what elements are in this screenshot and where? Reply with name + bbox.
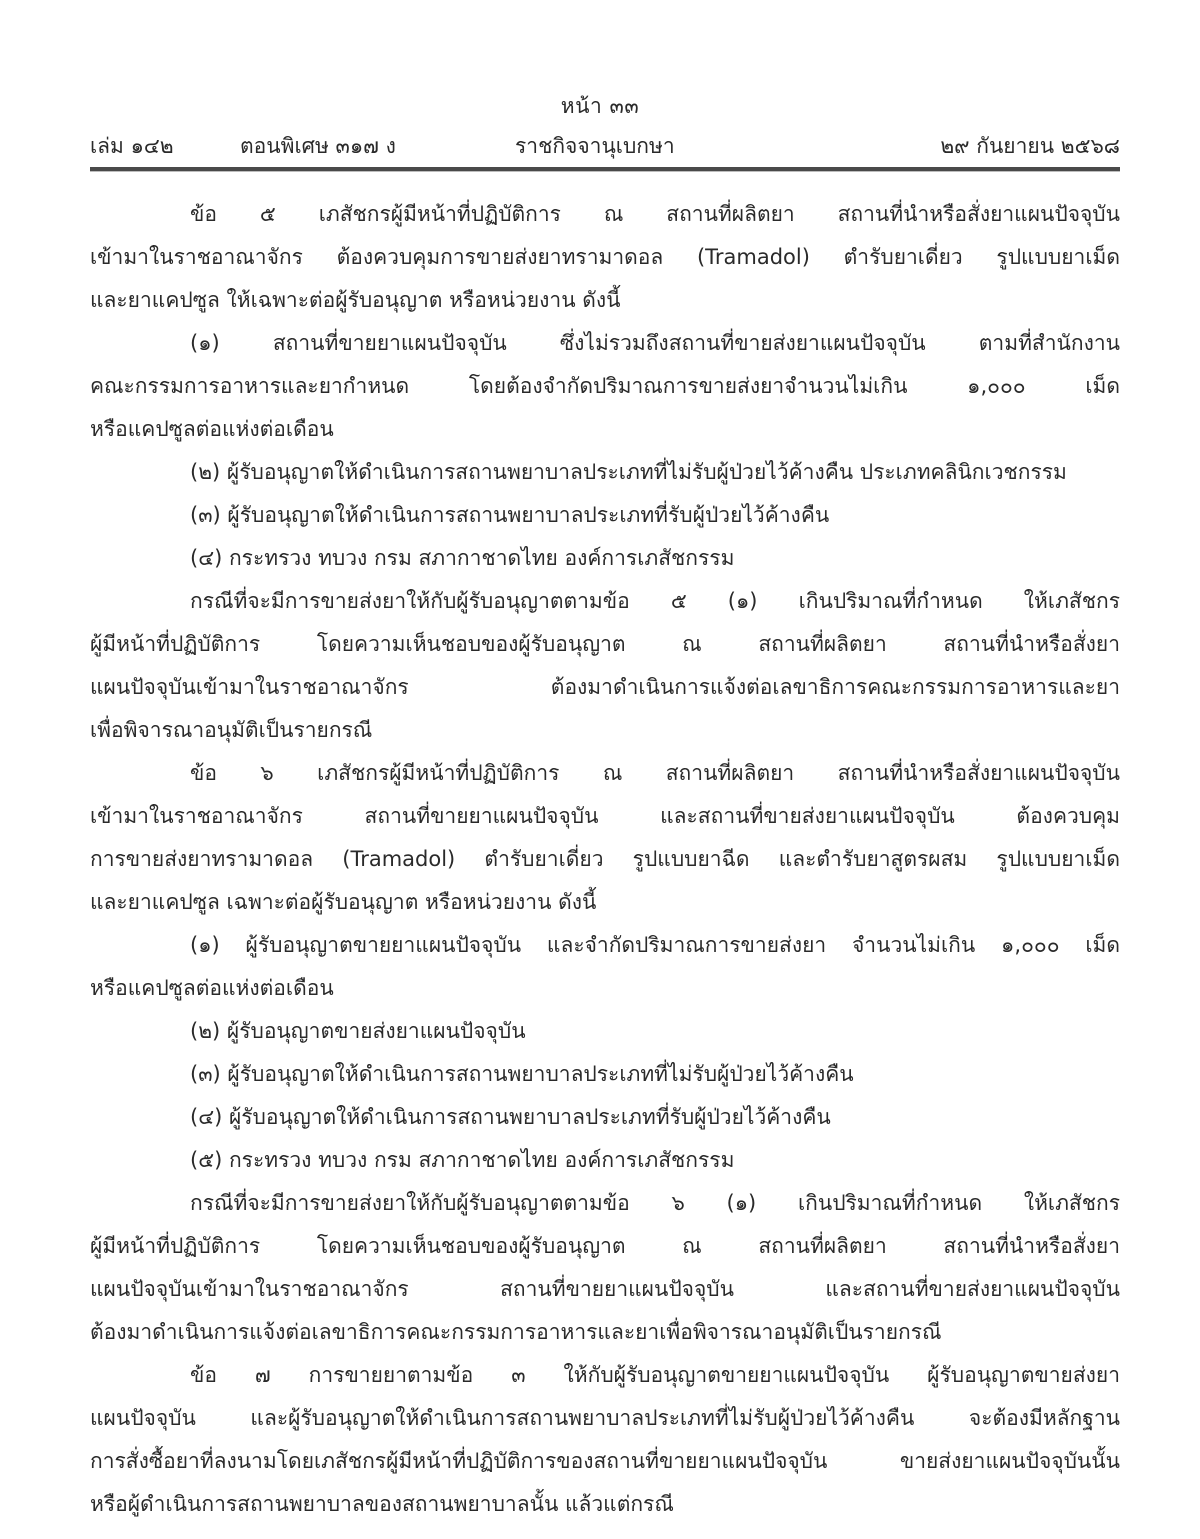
document-body (90, 193, 1120, 1526)
text-line: เข้ามาในราชอาณาจักร สถานที่ขายยาแผนปัจจุบัน และสถานที่ขายส่งยาแผนปัจจุบัน ต้องควบคุม (90, 804, 1120, 828)
text-line: การขายส่งยาทรามาดอล (Tramadol) ตำรับยาเดี่ยว รูปแบบยาฉีด และตำรับยาสูตรผสม รูปแบบยาเม็ด (90, 847, 1120, 871)
text-line: (๔) กระทรวง ทบวง กรม สภากาชาดไทย องค์การเภสัชกรรม (190, 546, 735, 570)
volume-label: เล่ม ๑๔๒ (90, 134, 174, 158)
page-number: หน้า ๓๓ (560, 94, 640, 118)
publication-date: ๒๙ กันยายน ๒๕๖๘ (940, 134, 1120, 158)
text-line: ผู้มีหน้าที่ปฏิบัติการ โดยความเห็นชอบของผู้รับอนุญาต ณ สถานที่ผลิตยา สถานที่นำหรือสั่งยา (90, 632, 1120, 656)
text-line: แผนปัจจุบัน และผู้รับอนุญาตให้ดำเนินการสถานพยาบาลประเภทที่ไม่รับผู้ป่วยไว้ค้างคืน จะต้องมีหลักฐาน (90, 1406, 1120, 1430)
text-line: (๓) ผู้รับอนุญาตให้ดำเนินการสถานพยาบาลประเภทที่รับผู้ป่วยไว้ค้างคืน (190, 503, 830, 527)
text-line: แผนปัจจุบันเข้ามาในราชอาณาจักร ต้องมาดำเนินการแจ้งต่อเลขาธิการคณะกรรมการอาหารและยา (90, 675, 1120, 699)
text-line: (๑) ผู้รับอนุญาตขายยาแผนปัจจุบัน และจำกัดปริมาณการขายส่งยา จำนวนไม่เกิน ๑,๐๐๐ เม็ด (190, 933, 1120, 957)
text-line: ข้อ ๗ การขายยาตามข้อ ๓ ให้กับผู้รับอนุญาตขายยาแผนปัจจุบัน ผู้รับอนุญาตขายส่งยา (190, 1363, 1120, 1387)
text-line: ผู้มีหน้าที่ปฏิบัติการ โดยความเห็นชอบของผู้รับอนุญาต ณ สถานที่ผลิตยา สถานที่นำหรือสั่งยา (90, 1234, 1120, 1258)
text-line: คณะกรรมการอาหารและยากำหนด โดยต้องจำกัดปริมาณการขายส่งยาจำนวนไม่เกิน ๑,๐๐๐ เม็ด (90, 374, 1120, 398)
text-line: หรือแคปซูลต่อแห่งต่อเดือน (90, 976, 334, 1000)
text-line: ต้องมาดำเนินการแจ้งต่อเลขาธิการคณะกรรมการอาหารและยาเพื่อพิจารณาอนุมัติเป็นรายกรณี (90, 1320, 942, 1344)
text-line: แผนปัจจุบันเข้ามาในราชอาณาจักร สถานที่ขายยาแผนปัจจุบัน และสถานที่ขายส่งยาแผนปัจจุบัน (90, 1277, 1120, 1301)
text-line: การสั่งซื้อยาที่ลงนามโดยเภสัชกรผู้มีหน้าที่ปฏิบัติการของสถานที่ขายยาแผนปัจจุบัน ขายส่งยาแผนปัจจุบันนั้น (90, 1449, 1120, 1473)
text-line: หรือแคปซูลต่อแห่งต่อเดือน (90, 417, 334, 441)
text-line: ข้อ ๖ เภสัชกรผู้มีหน้าที่ปฏิบัติการ ณ สถานที่ผลิตยา สถานที่นำหรือสั่งยาแผนปัจจุบัน (190, 761, 1120, 785)
header-rule (90, 167, 1120, 172)
text-line: (๕) กระทรวง ทบวง กรม สภากาชาดไทย องค์การเภสัชกรรม (190, 1148, 735, 1172)
publication-title: ราชกิจจานุเบกษา (515, 134, 675, 158)
text-line: กรณีที่จะมีการขายส่งยาให้กับผู้รับอนุญาตตามข้อ ๖ (๑) เกินปริมาณที่กำหนด ให้เภสัชกร (190, 1191, 1120, 1215)
text-line: ข้อ ๕ เภสัชกรผู้มีหน้าที่ปฏิบัติการ ณ สถานที่ผลิตยา สถานที่นำหรือสั่งยาแผนปัจจุบัน (190, 202, 1120, 226)
text-line: กรณีที่จะมีการขายส่งยาให้กับผู้รับอนุญาตตามข้อ ๕ (๑) เกินปริมาณที่กำหนด ให้เภสัชกร (190, 589, 1120, 613)
text-line: หรือผู้ดำเนินการสถานพยาบาลของสถานพยาบาลนั้น แล้วแต่กรณี (90, 1492, 674, 1516)
issue-label: ตอนพิเศษ ๓๑๗ ง (240, 134, 396, 158)
text-line: เข้ามาในราชอาณาจักร ต้องควบคุมการขายส่งยาทรามาดอล (Tramadol) ตำรับยาเดี่ยว รูปแบบยาเม็ด (90, 245, 1120, 269)
text-line: และยาแคปซูล เฉพาะต่อผู้รับอนุญาต หรือหน่วยงาน ดังนี้ (90, 890, 597, 914)
gazette-header (90, 130, 1120, 162)
text-line: เพื่อพิจารณาอนุมัติเป็นรายกรณี (90, 718, 373, 742)
text-line: และยาแคปซูล ให้เฉพาะต่อผู้รับอนุญาต หรือหน่วยงาน ดังนี้ (90, 288, 621, 312)
text-line: (๒) ผู้รับอนุญาตให้ดำเนินการสถานพยาบาลประเภทที่ไม่รับผู้ป่วยไว้ค้างคืน ประเภทคลินิกเวชกรรม (190, 460, 1067, 484)
text-line: (๔) ผู้รับอนุญาตให้ดำเนินการสถานพยาบาลประเภทที่รับผู้ป่วยไว้ค้างคืน (190, 1105, 831, 1129)
text-line: (๓) ผู้รับอนุญาตให้ดำเนินการสถานพยาบาลประเภทที่ไม่รับผู้ป่วยไว้ค้างคืน (190, 1062, 854, 1086)
text-line: (๑) สถานที่ขายยาแผนปัจจุบัน ซึ่งไม่รวมถึงสถานที่ขายส่งยาแผนปัจจุบัน ตามที่สำนักงาน (190, 331, 1120, 355)
text-line: (๒) ผู้รับอนุญาตขายส่งยาแผนปัจจุบัน (190, 1019, 526, 1043)
